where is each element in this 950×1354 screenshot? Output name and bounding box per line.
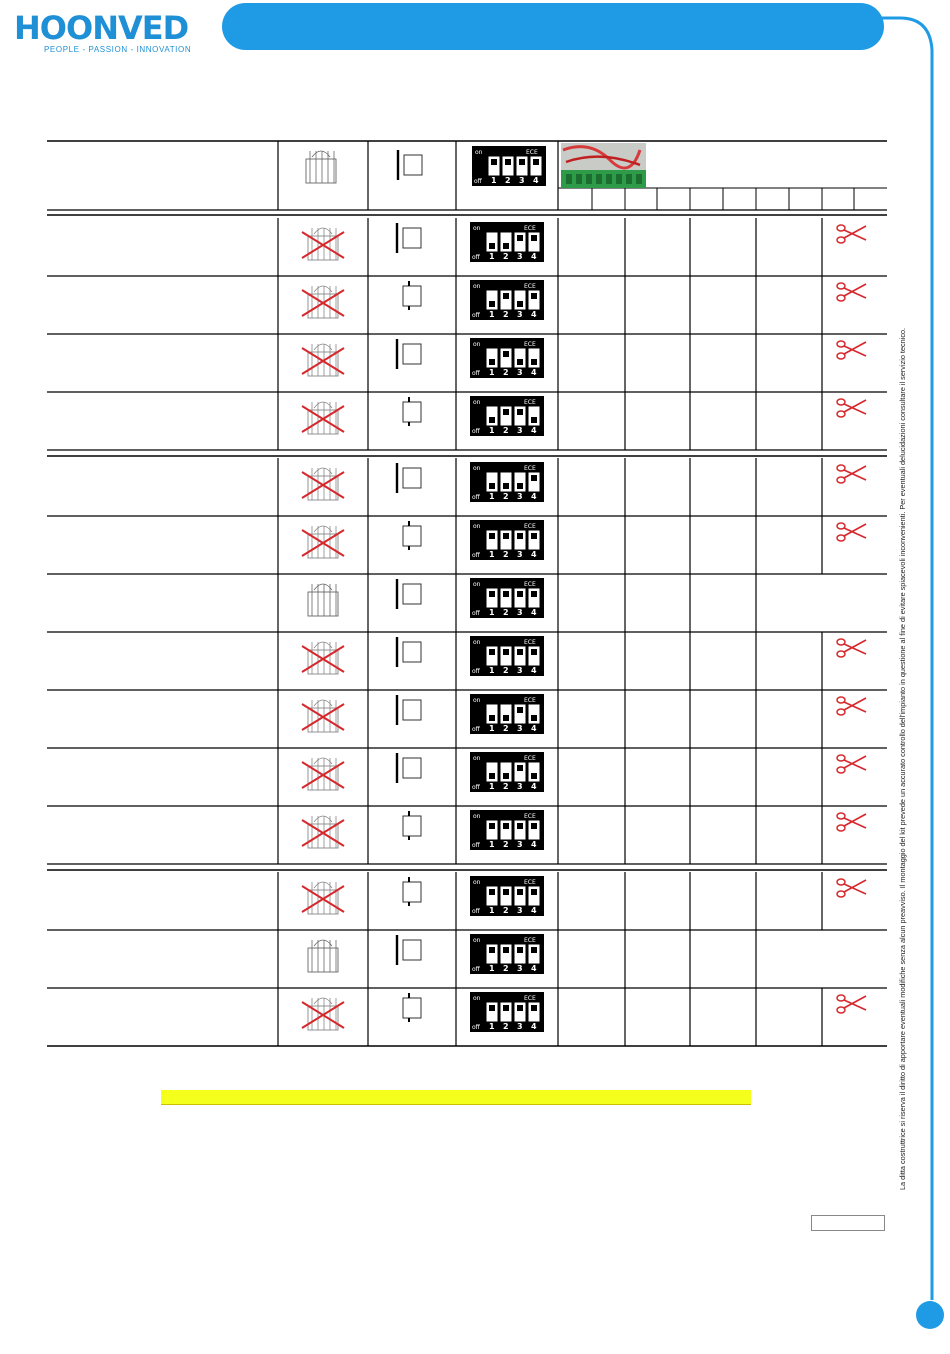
dip-switch-icon (470, 810, 544, 850)
dip-on-label: on (473, 283, 481, 290)
dip-switch-icon (470, 520, 544, 560)
dip-lever (503, 1005, 509, 1011)
dip-number: 1 (489, 310, 495, 319)
dip-lever (489, 417, 495, 423)
dip-number: 1 (489, 1022, 495, 1031)
dip-number: 2 (503, 666, 509, 675)
dip-on-label: on (473, 465, 481, 472)
dip-number: 2 (503, 840, 509, 849)
dip-lever (489, 889, 495, 895)
scissors-icon (837, 639, 866, 657)
scissors-icon (837, 523, 866, 541)
relay-module-icon (397, 753, 421, 783)
dip-number: 4 (531, 782, 537, 791)
dip-on-label: on (473, 639, 481, 646)
dip-switch-icon (470, 876, 544, 916)
dip-lever (517, 889, 523, 895)
dip-lever (531, 715, 537, 721)
dip-lever (503, 243, 509, 249)
scissors-icon (837, 879, 866, 897)
brand-name: HOONVED (14, 9, 189, 47)
relay-module-icon (403, 993, 421, 1022)
dip-off-label: off (472, 784, 480, 791)
scissors-icon (837, 697, 866, 715)
dip-lever (531, 1005, 537, 1011)
dip-on-label: on (473, 581, 481, 588)
dip-lever (517, 823, 523, 829)
dip-on-label: on (473, 937, 481, 944)
dip-off-label: off (474, 178, 482, 185)
dip-number: 2 (503, 782, 509, 791)
dip-lever (519, 159, 525, 165)
dip-lever (517, 483, 523, 489)
dip-brand-label: ECE (524, 879, 536, 886)
dip-on-label: on (473, 697, 481, 704)
resistor-pack-icon (302, 402, 344, 434)
dip-off-label: off (472, 610, 480, 617)
scissors-icon (837, 399, 866, 417)
dip-lever (489, 533, 495, 539)
dip-lever (517, 1005, 523, 1011)
dip-number: 4 (531, 1022, 537, 1031)
disclaimer-text: La ditta costruttrice si riserva il diritto di apportare eventuali modifiche senza alcun preavviso. Il montaggio del kit prevede un accurato controllo dell'impianto in questione al fine di evitare spiacevoli inconvenienti. Per eventuali delucidazioni consultare il servizio tecnico. (898, 327, 907, 1190)
dip-number: 1 (489, 666, 495, 675)
resistor-pack-icon (302, 526, 344, 558)
dip-number: 4 (531, 368, 537, 377)
resistor-pack-icon (302, 228, 344, 260)
dip-lever (503, 293, 509, 299)
dip-lever (517, 707, 523, 713)
dip-brand-label: ECE (524, 639, 536, 646)
dip-number: 3 (517, 492, 523, 501)
dip-number: 1 (489, 964, 495, 973)
dip-number: 3 (517, 550, 523, 559)
resistor-pack-icon (302, 642, 344, 674)
dip-number: 4 (531, 724, 537, 733)
resistor-pack-icon (302, 468, 344, 500)
relay-module-icon (397, 463, 421, 493)
dip-lever (489, 591, 495, 597)
relay-module-icon (403, 811, 421, 840)
dip-number: 1 (489, 492, 495, 501)
relay-module-icon (397, 339, 421, 369)
relay-module-icon (397, 579, 421, 609)
dip-switch-icon (472, 146, 546, 186)
dip-brand-label: ECE (524, 937, 536, 944)
scissors-icon (837, 465, 866, 483)
relay-module-icon (403, 281, 421, 310)
dip-number: 2 (503, 252, 509, 261)
relay-module-icon (398, 150, 422, 180)
dip-number: 4 (533, 176, 539, 185)
relay-module-icon (397, 935, 421, 965)
control-board-photo (561, 143, 646, 188)
dip-lever (517, 235, 523, 241)
dip-off-label: off (472, 370, 480, 377)
dip-lever (517, 301, 523, 307)
resistor-pack-icon (302, 286, 344, 318)
brand-tagline: PEOPLE - PASSION - INNOVATION (44, 45, 192, 54)
dip-number: 3 (517, 724, 523, 733)
dip-number: 2 (503, 1022, 509, 1031)
scissors-icon (837, 341, 866, 359)
dip-number: 2 (503, 906, 509, 915)
dip-number: 1 (489, 724, 495, 733)
dip-number: 3 (517, 1022, 523, 1031)
dip-number: 2 (503, 492, 509, 501)
dip-lever (531, 359, 537, 365)
dip-lever (503, 591, 509, 597)
dip-number: 3 (517, 252, 523, 261)
dip-lever (517, 533, 523, 539)
dip-number: 3 (517, 368, 523, 377)
dip-switch-icon (470, 694, 544, 734)
dip-number: 1 (489, 840, 495, 849)
dip-number: 1 (489, 782, 495, 791)
dip-switch-icon (470, 992, 544, 1032)
dip-switch-icon (470, 222, 544, 262)
dip-on-label: on (475, 149, 483, 156)
dip-lever (517, 359, 523, 365)
scissors-icon (837, 225, 866, 243)
dip-number: 3 (517, 906, 523, 915)
scissors-icon (837, 755, 866, 773)
dip-number: 4 (531, 492, 537, 501)
relay-module-icon (403, 521, 421, 550)
dip-brand-label: ECE (524, 697, 536, 704)
dip-lever (503, 533, 509, 539)
dip-lever (517, 947, 523, 953)
dip-switch-icon (470, 934, 544, 974)
dip-number: 4 (531, 840, 537, 849)
dip-brand-label: ECE (524, 465, 536, 472)
dip-switch-icon (470, 752, 544, 792)
resistor-pack-icon (302, 816, 344, 848)
dip-lever (505, 159, 511, 165)
dip-number: 1 (489, 368, 495, 377)
dip-brand-label: ECE (524, 995, 536, 1002)
dip-lever (531, 591, 537, 597)
dip-brand-label: ECE (526, 149, 538, 156)
dip-number: 4 (531, 666, 537, 675)
dip-number: 2 (503, 550, 509, 559)
dip-lever (503, 823, 509, 829)
dip-lever (531, 475, 537, 481)
dip-lever (517, 649, 523, 655)
dip-number: 3 (517, 426, 523, 435)
dip-lever (489, 243, 495, 249)
dip-off-label: off (472, 908, 480, 915)
dip-brand-label: ECE (524, 755, 536, 762)
dip-lever (503, 649, 509, 655)
dip-on-label: on (473, 341, 481, 348)
dip-lever (489, 715, 495, 721)
dip-number: 3 (517, 310, 523, 319)
dip-number: 1 (491, 176, 497, 185)
resistor-pack-icon (302, 700, 344, 732)
dip-lever (489, 649, 495, 655)
dip-lever (489, 1005, 495, 1011)
scissors-icon (837, 283, 866, 301)
relay-module-icon (397, 695, 421, 725)
dip-lever (517, 409, 523, 415)
scissors-icon (837, 995, 866, 1013)
dip-number: 1 (489, 252, 495, 261)
dip-number: 4 (531, 608, 537, 617)
dip-lever (491, 159, 497, 165)
dip-lever (489, 483, 495, 489)
dip-lever (531, 823, 537, 829)
relay-module-icon (397, 637, 421, 667)
resistor-pack-icon (302, 758, 344, 790)
dip-lever (503, 409, 509, 415)
dip-lever (531, 889, 537, 895)
dip-lever (533, 159, 539, 165)
dip-number: 4 (531, 426, 537, 435)
scissors-icon (837, 813, 866, 831)
dip-switch-icon (470, 462, 544, 502)
dip-number: 4 (531, 252, 537, 261)
dip-off-label: off (472, 254, 480, 261)
dip-off-label: off (472, 428, 480, 435)
relay-module-icon (403, 397, 421, 426)
highlight-note-bar (161, 1090, 751, 1105)
dip-on-label: on (473, 523, 481, 530)
dip-on-label: on (473, 879, 481, 886)
dip-number: 3 (517, 840, 523, 849)
dip-lever (503, 715, 509, 721)
dip-switch-icon (470, 636, 544, 676)
dip-off-label: off (472, 494, 480, 501)
dip-off-label: off (472, 966, 480, 973)
resistor-pack-icon (308, 584, 338, 616)
dip-number: 2 (503, 310, 509, 319)
dip-brand-label: ECE (524, 523, 536, 530)
dip-number: 2 (503, 724, 509, 733)
resistor-pack-icon (302, 998, 344, 1030)
dip-lever (517, 591, 523, 597)
dip-lever (531, 533, 537, 539)
resistor-pack-icon (302, 882, 344, 914)
dip-number: 3 (517, 964, 523, 973)
dip-number: 3 (517, 782, 523, 791)
dip-lever (531, 649, 537, 655)
dip-lever (503, 351, 509, 357)
dip-lever (531, 947, 537, 953)
dip-brand-label: ECE (524, 581, 536, 588)
dip-lever (489, 823, 495, 829)
dip-on-label: on (473, 225, 481, 232)
dip-number: 1 (489, 906, 495, 915)
dip-number: 4 (531, 550, 537, 559)
dip-on-label: on (473, 755, 481, 762)
dip-off-label: off (472, 552, 480, 559)
dip-on-label: on (473, 813, 481, 820)
dip-off-label: off (472, 312, 480, 319)
page-number-box (811, 1215, 885, 1231)
resistor-pack-icon (302, 344, 344, 376)
dip-lever (531, 235, 537, 241)
dip-on-label: on (473, 995, 481, 1002)
dip-number: 2 (505, 176, 511, 185)
dip-number: 4 (531, 964, 537, 973)
dip-lever (503, 889, 509, 895)
dip-number: 4 (531, 906, 537, 915)
dip-brand-label: ECE (524, 813, 536, 820)
dip-brand-label: ECE (524, 225, 536, 232)
dip-lever (489, 773, 495, 779)
dip-number: 1 (489, 426, 495, 435)
dip-lever (503, 483, 509, 489)
dip-number: 2 (503, 426, 509, 435)
resistor-pack-icon (308, 940, 338, 972)
dip-switch-icon (470, 396, 544, 436)
dip-off-label: off (472, 726, 480, 733)
dip-lever (489, 947, 495, 953)
dip-brand-label: ECE (524, 283, 536, 290)
dip-number: 1 (489, 608, 495, 617)
dip-off-label: off (472, 1024, 480, 1031)
dip-brand-label: ECE (524, 399, 536, 406)
dip-off-label: off (472, 842, 480, 849)
dip-brand-label: ECE (524, 341, 536, 348)
dip-switch-icon (470, 280, 544, 320)
dip-number: 4 (531, 310, 537, 319)
dip-number: 2 (503, 964, 509, 973)
dip-number: 1 (489, 550, 495, 559)
dip-lever (531, 417, 537, 423)
dip-lever (531, 293, 537, 299)
relay-module-icon (397, 223, 421, 253)
dip-lever (531, 773, 537, 779)
dip-number: 2 (503, 368, 509, 377)
dip-off-label: off (472, 668, 480, 675)
dip-number: 3 (517, 666, 523, 675)
dip-number: 3 (519, 176, 525, 185)
dip-switch-icon (470, 338, 544, 378)
dip-switch-icon (470, 578, 544, 618)
dip-lever (489, 359, 495, 365)
dip-number: 3 (517, 608, 523, 617)
dip-number: 2 (503, 608, 509, 617)
dip-lever (503, 773, 509, 779)
dip-lever (503, 947, 509, 953)
dip-lever (489, 301, 495, 307)
resistor-pack-icon (306, 151, 336, 183)
dip-lever (517, 765, 523, 771)
relay-module-icon (403, 877, 421, 906)
dip-on-label: on (473, 399, 481, 406)
